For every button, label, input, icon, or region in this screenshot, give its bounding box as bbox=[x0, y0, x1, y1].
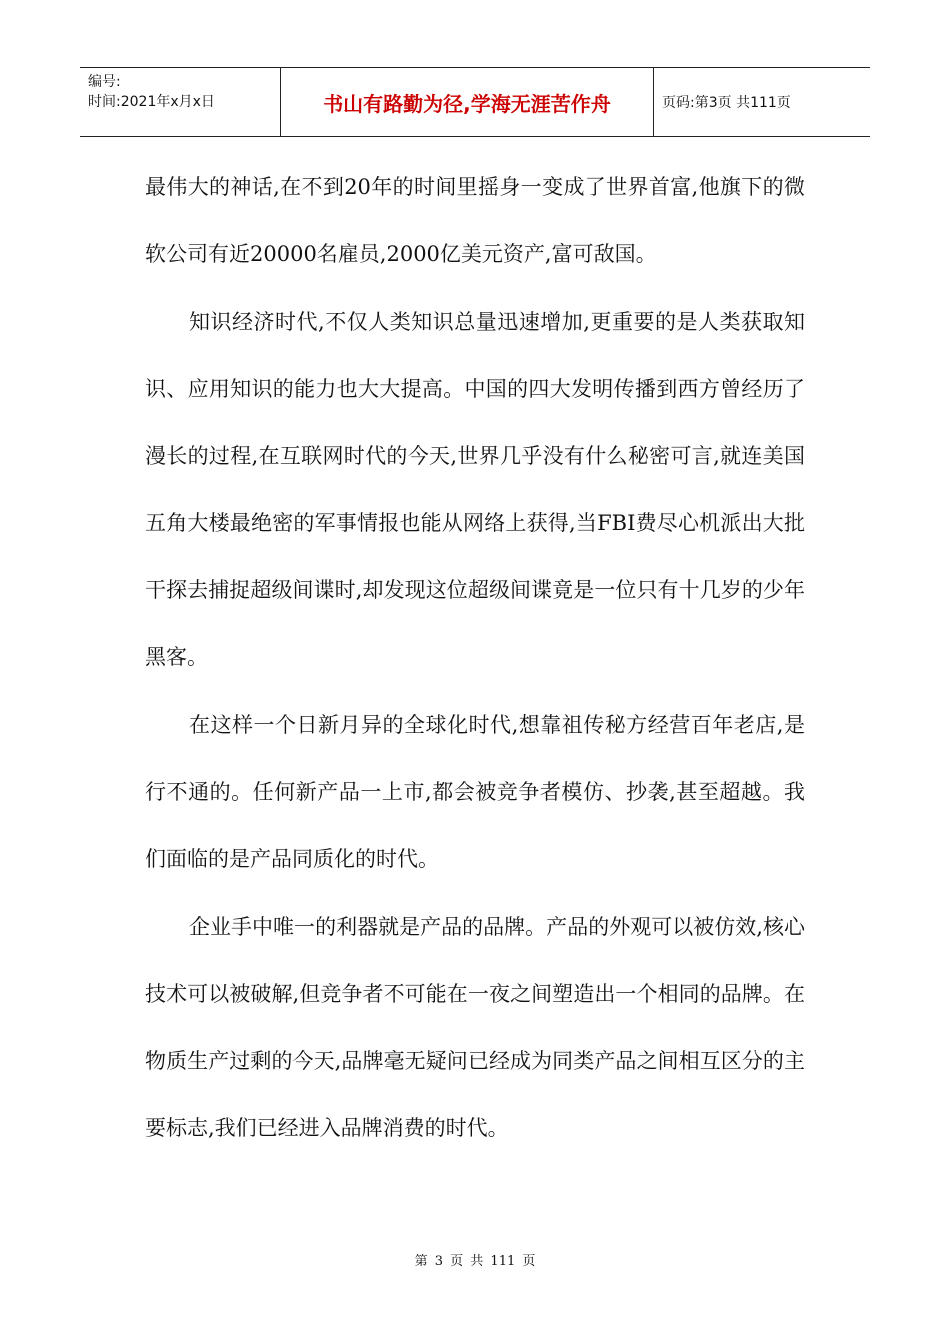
paragraph bbox=[145, 692, 805, 893]
paragraph-line: 的品牌。在物质生产过剩的今天,品牌毫无疑问已经成为同类产品 bbox=[145, 982, 805, 1073]
paragraph-line: 下的微软公司有近20000名雇员,2000亿美元资产,富可敌国。 bbox=[145, 175, 806, 266]
paragraph-line: 知识经济时代,不仅人类知识总量迅速增加,更重要的是人类 bbox=[189, 310, 741, 334]
header-motto-cell bbox=[281, 68, 654, 136]
document-body bbox=[145, 154, 805, 1162]
paragraph bbox=[145, 154, 805, 288]
paragraph-line: 获取知识、应用知识的能力也大大提高。中国的四大发明传播到西 bbox=[145, 310, 805, 401]
header-page-cell bbox=[654, 68, 870, 136]
paragraph-line: 甚至超越。我们面临的是产品同质化的时代。 bbox=[145, 780, 806, 871]
paragraph bbox=[145, 289, 805, 691]
paragraph-line: 当FBI费尽心机派出大批干探去捕捉超级间谍时,却发现这位超级 bbox=[145, 511, 805, 602]
header-page-info: 页码:第3页 共111页 bbox=[662, 95, 791, 111]
paragraph-line: 核心技术可以被破解,但竞争者不可能在一夜之间塑造出一个相同 bbox=[145, 915, 805, 1006]
header-meta-cell bbox=[80, 68, 281, 136]
paragraph-line: 方曾经历了漫长的过程,在互联网时代的今天,世界几乎没有什么 bbox=[145, 377, 806, 468]
paragraph-line: 店,是行不通的。任何新产品一上市,都会被竞争者模仿、抄袭, bbox=[145, 713, 805, 804]
paragraph-line: 在这样一个日新月异的全球化时代,想靠祖传秘方经营百年老 bbox=[189, 713, 756, 737]
paragraph bbox=[145, 894, 805, 1162]
paragraph-line: 间谍竟是一位只有十几岁的少年黑客。 bbox=[145, 578, 805, 669]
paragraph-line: 企业手中唯一的利器就是产品的品牌。产品的外观可以被仿效, bbox=[189, 915, 763, 939]
paragraph-line: 秘密可言,就连美国五角大楼最绝密的军事情报也能从网络上获得, bbox=[145, 444, 805, 535]
page-footer: 第 3 页 共 111 页 bbox=[414, 1254, 536, 1269]
document-time-label: 时间:2021年x月x日 bbox=[88, 94, 215, 110]
paragraph-line: 最伟大的神话,在不到20年的时间里摇身一变成了世界首富,他旗 bbox=[145, 175, 742, 199]
paragraph-line: 之间相互区分的主要标志,我们已经进入品牌消费的时代。 bbox=[145, 1049, 805, 1140]
document-number-label: 编号: bbox=[88, 74, 121, 90]
page-header bbox=[80, 67, 870, 137]
header-motto: 书山有路勤为径,学海无涯苦作舟 bbox=[323, 91, 611, 116]
